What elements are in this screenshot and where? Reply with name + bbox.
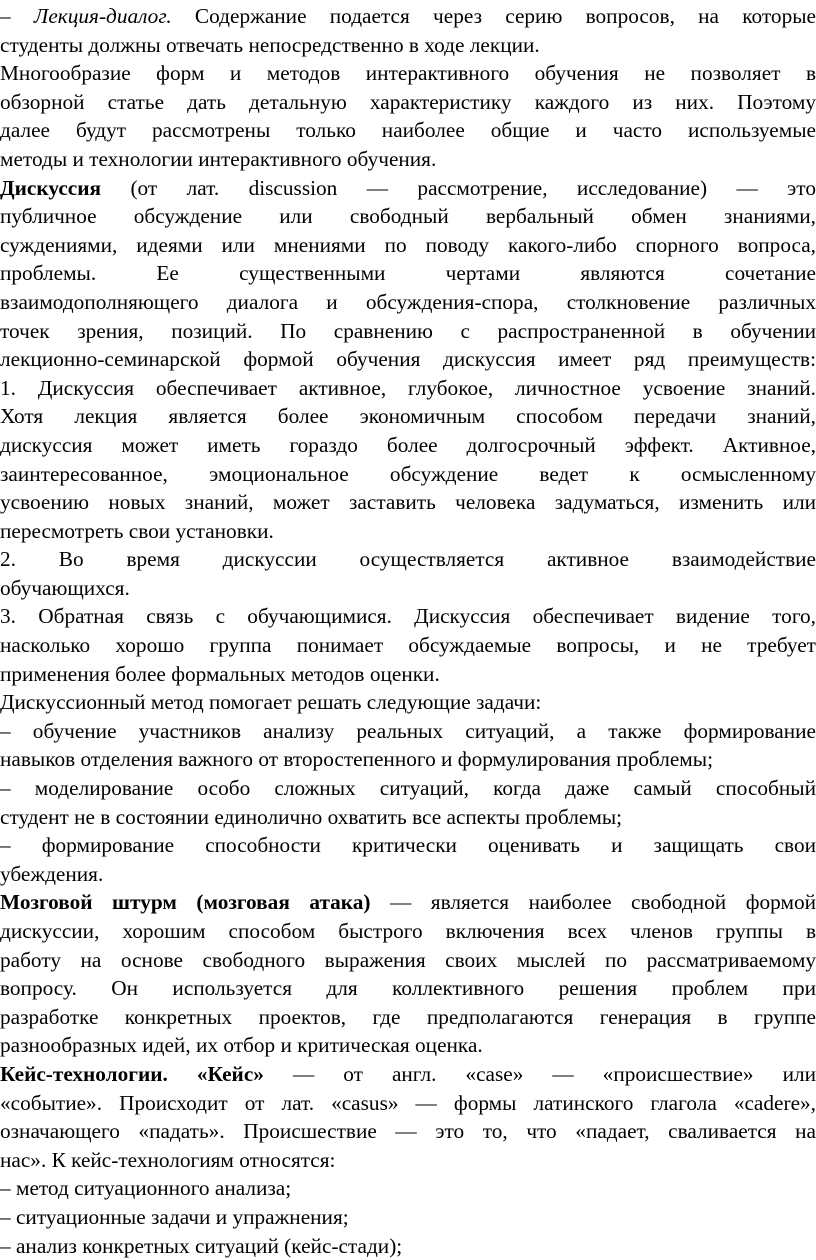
text-line: означающего «падать». Происшествие — это то, что «падает, сваливается на: [0, 1119, 816, 1144]
text-line: заинтересованное, эмоциональное обсуждение ведет к осмысленному: [0, 461, 816, 486]
text-line: обзорной статье дать детальную характеристику каждого из них. Поэтому: [0, 89, 816, 114]
text-line: – обучение участников анализу реальных ситуаций, а также формирование: [0, 718, 816, 743]
text-line: разработке конкретных проектов, где предполагаются генерация в группе: [0, 1004, 816, 1029]
term-case-tech: Кейс-технологии. «Кейс»: [0, 1061, 264, 1086]
paragraph-brainstorm: [0, 888, 816, 1060]
text-line: точек зрения, позиций. По сравнению с распространенной в обучении: [0, 318, 816, 343]
text-line: насколько хорошо группа понимает обсуждаемые вопросы, и не требует: [0, 633, 816, 658]
paragraph-tasks-intro: [0, 688, 816, 717]
text-line: пересмотреть свои установки.: [0, 518, 274, 543]
paragraph-case-tech: [0, 1060, 816, 1174]
text-line: вопросу. Он используется для коллективного решения проблем при: [0, 976, 816, 1001]
text-line: публичное обсуждение или свободный вербальный обмен знаниями,: [0, 204, 816, 229]
text-line: [0, 2, 816, 31]
text-line: 2. Во время дискуссии осуществляется активное взаимодействие: [0, 547, 816, 572]
text-line: суждениями, идеями или мнениями по поводу какого-либо спорного вопроса,: [0, 232, 816, 257]
paragraph-advantage-2: [0, 545, 816, 602]
text-line: проблемы. Ее существенными чертами являются сочетание: [0, 261, 816, 286]
paragraph-task-2: [0, 774, 816, 831]
text-line: Хотя лекция является более экономичным способом передачи знаний,: [0, 404, 816, 429]
text-line: навыков отделения важного от второстепенного и формулирования проблемы;: [0, 747, 713, 772]
paragraph-task-3: [0, 831, 816, 888]
text-fragment: (от лат. discussion — рассмотрение, исследование) — это: [101, 175, 816, 200]
text-line: 3. Обратная связь с обучающимися. Дискуссия обеспечивает видение того,: [0, 604, 816, 629]
text-line: работу на основе свободного выражения своих мыслей по рассматриваемому: [0, 947, 816, 972]
term-lecture-dialog: Лекция-диалог.: [33, 4, 172, 28]
text-line: лекционно-семинарской формой обучения дискуссия имеет ряд преимуществ:: [0, 347, 816, 372]
list-item: – ситуационные задачи и упражнения;: [0, 1204, 349, 1229]
text-line: применения более формальных методов оценки.: [0, 661, 440, 686]
paragraph-discussion: [0, 174, 816, 374]
paragraph-advantage-1: [0, 374, 816, 546]
list-item: – анализ конкретных ситуаций (кейс-стади);: [0, 1233, 403, 1258]
text-line: дискуссия может иметь гораздо более долгосрочный эффект. Активное,: [0, 432, 816, 457]
text-fragment: Содержание подается через серию вопросов, на которые: [171, 4, 816, 28]
text-line: – моделирование особо сложных ситуаций, когда даже самый способный: [0, 776, 816, 801]
paragraph-task-1: [0, 717, 816, 774]
text-line: усвоению новых знаний, может заставить человека задуматься, изменить или: [0, 490, 816, 515]
text-line: 1. Дискуссия обеспечивает активное, глубокое, личностное усвоение знаний.: [0, 375, 816, 400]
text-line: – формирование способности критически оценивать и защищать свои: [0, 833, 816, 858]
list-item: – метод ситуационного анализа;: [0, 1176, 292, 1201]
case-tech-list: [0, 1174, 816, 1260]
text-line: Дискуссионный метод помогает решать следующие задачи:: [0, 690, 542, 715]
text-line: разнообразных идей, их отбор и критическая оценка.: [0, 1033, 483, 1058]
text-line: нас». К кейс-технологиям относятся:: [0, 1147, 336, 1172]
text-line: студент не в состоянии единолично охватить все аспекты проблемы;: [0, 804, 623, 829]
text-line: методы и технологии интерактивного обучения.: [0, 146, 437, 171]
text-line: «событие». Происходит от лат. «casus» — формы латинского глагола «cadere»,: [0, 1090, 816, 1115]
text-line: студенты должны отвечать непосредственно в ходе лекции.: [0, 32, 540, 57]
paragraph-advantage-3: [0, 602, 816, 688]
text-line: Многообразие форм и методов интерактивного обучения не позволяет в: [0, 61, 816, 86]
text-line: [0, 888, 816, 917]
paragraph-intro: [0, 59, 816, 173]
dash: –: [0, 4, 34, 28]
text-fragment: — от англ. «case» — «происшествие» или: [263, 1061, 816, 1086]
text-line: обучающихся.: [0, 575, 130, 600]
text-line: дискуссии, хорошим способом быстрого включения всех членов группы в: [0, 919, 816, 943]
term-discussion: Дискуссия: [0, 175, 102, 200]
text-line: убеждения.: [0, 861, 104, 886]
text-line: [0, 174, 816, 203]
text-line: [0, 1060, 816, 1089]
term-brainstorm: Мозговой штурм (мозговая атака): [0, 890, 371, 915]
paragraph-lecture-dialog: [0, 2, 816, 59]
text-fragment: — является наиболее свободной формой: [370, 890, 816, 915]
text-line: далее будут рассмотрены только наиболее общие и часто используемые: [0, 118, 816, 143]
text-line: взаимодополняющего диалога и обсуждения-спора, столкновение различных: [0, 289, 816, 314]
